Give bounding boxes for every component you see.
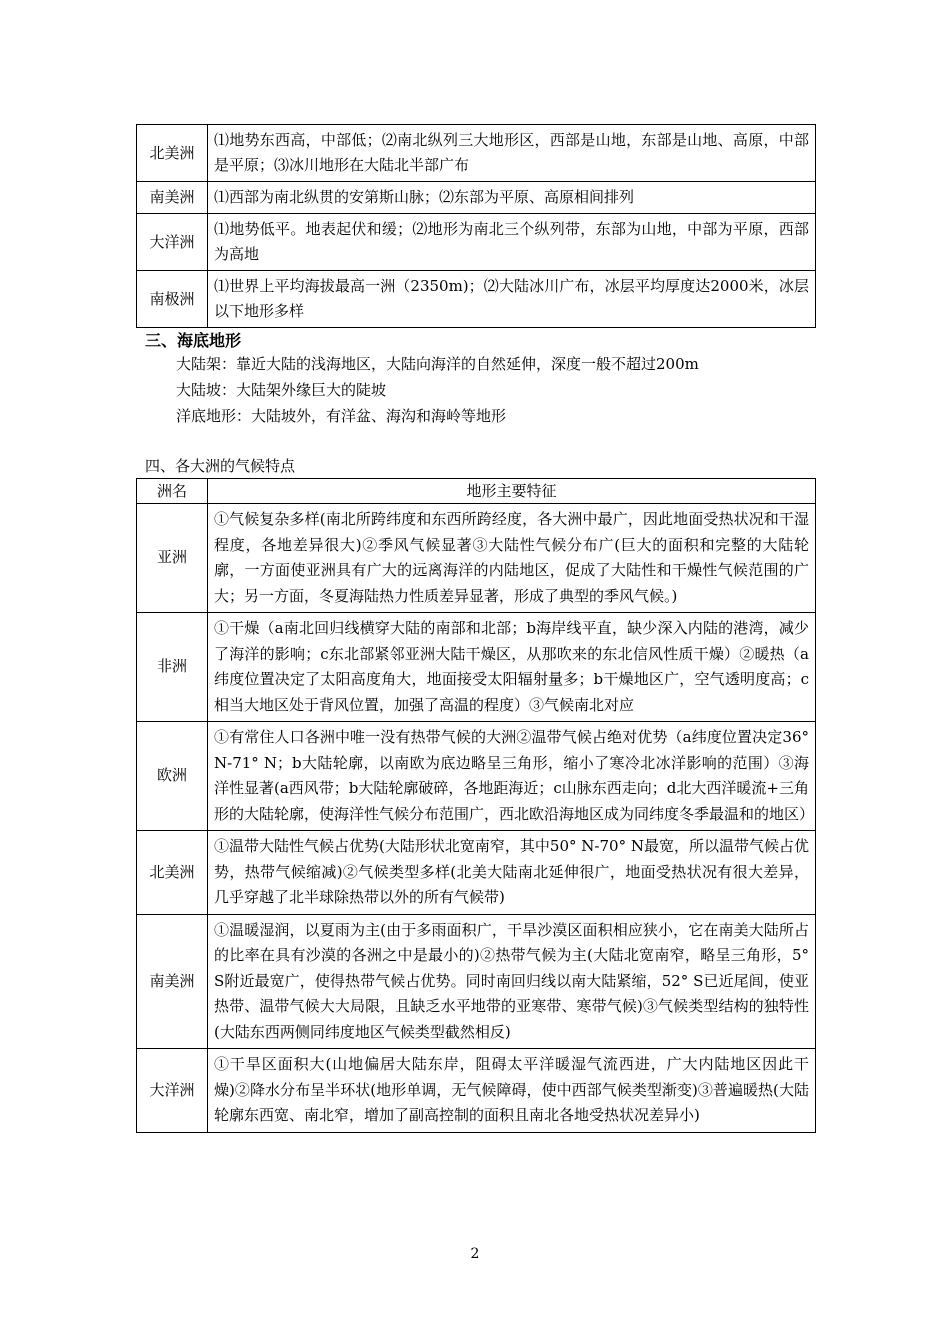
terrain-table <box>136 124 816 328</box>
terrain-description: ⑴地势低平。地表起伏和缓；⑵地形为南北三个纵列带，东部为山地，中部为平原，西部为高地 <box>208 214 816 271</box>
table-row <box>137 1049 816 1133</box>
paragraph-continental-slope: 大陆坡：大陆架外缘巨大的陡坡 <box>176 381 387 399</box>
section-heading-seafloor: 三、海底地形 <box>145 331 242 350</box>
section-heading-climate: 四、各大洲的气候特点 <box>145 457 296 475</box>
climate-description: ①有常住人口各洲中唯一没有热带气候的大洲②温带气候占绝对优势（a纬度位置决定36° N-71° N；b大陆轮廓，以南欧为底边略呈三角形，缩小了寒冷北冰洋影响的范围）③海洋性显著(a西风带；b大陆轮廓破碎，各地距海近；c山脉东西走向；d北大西洋暖流+三角形的大陆轮廓，使海洋性气候分布范围广，西北欧沿海地区成为同纬度冬季最温和的地区） <box>208 722 816 831</box>
table-row <box>137 504 816 613</box>
terrain-description: ⑴西部为南北纵贯的安第斯山脉；⑵东部为平原、高原相间排列 <box>208 182 816 214</box>
table-row <box>137 613 816 722</box>
climate-description: ①温暖湿润，以夏雨为主(由于多雨面积广，干旱沙漠区面积相应狭小，它在南美大陆所占的比率在具有沙漠的各洲之中是最小的)②热带气候为主(大陆北宽南窄，略呈三角形，5° S附近最宽广，使得热带气候占优势。同时南回归线以南大陆紧缩，52° S已近尾闾，使亚热带、温带气候大大局限，且缺乏水平地带的亚寒带、寒带气候)③气候类型结构的独特性(大陆东西两侧同纬度地区气候类型截然相反) <box>208 914 816 1049</box>
climate-description: ①气候复杂多样(南北所跨纬度和东西所跨经度，各大洲中最广，因此地面受热状况和干湿程度，各地差异很大)②季风气候显著③大陆性气候分布广(巨大的面积和完整的大陆轮廓，一方面使亚洲具有广大的远离海洋的内陆地区，促成了大陆性和干燥性气候范围的广大；另一方面，冬夏海陆热力性质差异显著，形成了典型的季风气候。) <box>208 504 816 613</box>
table-row <box>137 214 816 271</box>
continent-name: 大洋洲 <box>137 214 208 271</box>
continent-name: 欧洲 <box>137 722 208 831</box>
paragraph-continental-shelf: 大陆架：靠近大陆的浅海地区，大陆向海洋的自然延伸，深度一般不超过200m <box>176 355 699 373</box>
continent-name: 南极洲 <box>137 271 208 328</box>
climate-description: ①温带大陆性气候占优势(大陆形状北宽南窄，其中50° N-70° N最宽，所以温带气候占优势，热带气候缩减)②气候类型多样(北美大陆南北延伸很广，地面受热状况有很大差异，几乎穿越了北半球除热带以外的所有气候带) <box>208 831 816 915</box>
continent-name: 亚洲 <box>137 504 208 613</box>
continent-name: 大洋洲 <box>137 1049 208 1133</box>
table-row <box>137 831 816 915</box>
continent-name: 非洲 <box>137 613 208 722</box>
table-row <box>137 271 816 328</box>
table-row <box>137 914 816 1049</box>
column-header-features: 地形主要特征 <box>208 479 816 504</box>
continent-name: 北美洲 <box>137 831 208 915</box>
table-row <box>137 125 816 182</box>
terrain-description: ⑴世界上平均海拔最高一洲（2350m)；⑵大陆冰川广布，冰层平均厚度达2000米，冰层以下地形多样 <box>208 271 816 328</box>
continent-name: 南美洲 <box>137 182 208 214</box>
table-row <box>137 182 816 214</box>
climate-description: ①干燥（a南北回归线横穿大陆的南部和北部；b海岸线平直，缺少深入内陆的港湾，减少了海洋的影响；c东北部紧邻亚洲大陆干燥区，从那吹来的东北信风性质干燥）②暖热（a纬度位置决定了太阳高度角大，地面接受太阳辐射量多；b干燥地区广，空气透明度高；c相当大地区处于背风位置，加强了高温的程度）③气候南北对应 <box>208 613 816 722</box>
table-header-row <box>137 479 816 504</box>
continent-name: 南美洲 <box>137 914 208 1049</box>
page-number: 2 <box>470 1246 480 1262</box>
climate-table <box>136 478 816 1133</box>
paragraph-ocean-floor: 洋底地形：大陆坡外，有洋盆、海沟和海岭等地形 <box>176 407 507 425</box>
continent-name: 北美洲 <box>137 125 208 182</box>
table-row <box>137 722 816 831</box>
column-header-continent: 洲名 <box>137 479 208 504</box>
climate-description: ①干旱区面积大(山地偏居大陆东岸，阻碍太平洋暖湿气流西进，广大内陆地区因此干燥)②降水分布呈半环状(地形单调，无气候障碍，使中西部气候类型渐变)③普遍暖热(大陆轮廓东西宽、南北窄，增加了副高控制的面积且南北各地受热状况差异小) <box>208 1049 816 1133</box>
terrain-description: ⑴地势东西高，中部低；⑵南北纵列三大地形区，西部是山地，东部是山地、高原，中部是平原；⑶冰川地形在大陆北半部广布 <box>208 125 816 182</box>
